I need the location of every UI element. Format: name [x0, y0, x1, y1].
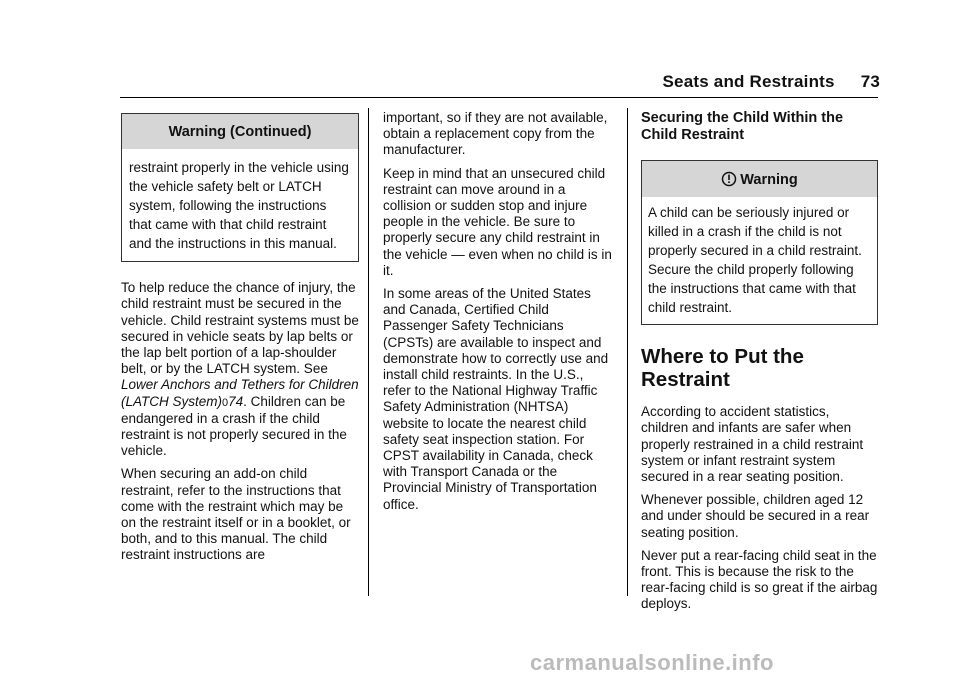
warning-continued-text: restraint properly in the vehicle using the vehicle safety belt or LATCH system, following the instructions that came with that child restraint and the instructions in this manual. — [129, 160, 349, 252]
section-title: Seats and Restraints — [662, 72, 835, 91]
column-divider-2 — [627, 108, 628, 596]
paragraph-cpst: In some areas of the United States and Canada, Certified Child Passenger Safety Technicians (CPSTs) are available to inspect and demonstrate how to correctly use and install child restraints. In the U.S., refer to the National Highway Traffic Safety Administration (NHTSA) website to locate the nearest child safety seat inspection station. For CPST availability in Canada, check with Transport Canada or the Provincial Ministry of Transportation office. — [383, 286, 609, 512]
warning-text: A child can be seriously injured or killed in a crash if the child is not properly secured in a child restraint. Secure the child properly following the instructions that came with that child restraint. — [648, 205, 862, 316]
paragraph-rear-facing: Never put a rear-facing child seat in the front. This is because the risk to the rear-facing child is so great if the airbag deploys. — [641, 547, 878, 612]
paragraph-unsecured: Keep in mind that an unsecured child restraint can move around in a collision or sudden stop and injure people in the vehicle. Be sure to properly secure any child restraint in the vehicle — even when no child is in it. — [383, 165, 612, 278]
section-heading-where: Where to Put the Restraint — [641, 345, 804, 392]
warning-icon — [721, 171, 737, 187]
warning-box — [641, 160, 878, 325]
watermark: carmanualsonline.info — [530, 650, 774, 675]
column-1 — [121, 110, 359, 571]
paragraph-important: important, so if they are not available, obtain a replacement copy from the manufacturer. — [383, 110, 608, 158]
column-divider-1 — [368, 108, 369, 596]
section-heading-securing: Securing the Child Within the Child Restraint — [641, 110, 844, 143]
warning-title: Warning — [642, 161, 877, 197]
paragraph-securing: To help reduce the chance of injury, the child restraint must be secured in the vehicle. Child restraint systems must be secured in vehicle seats by lap belts or the lap belt portion of a lap-shoulder belt, or by the LATCH system. See Lower Anchors and Tethers for Children (LATCH System)074. Children can be endangered in a crash if the child restraint is not properly secured in the vehicle. — [121, 280, 359, 459]
paragraph-add-on: When securing an add-on child restraint, refer to the instructions that come with the restraint which may be on the restraint itself or in a booklet, or both, and to this manual. The child restraint instructions are — [121, 466, 351, 563]
page-header — [663, 72, 881, 92]
paragraph-statistics: According to accident statistics, children and infants are safer when properly restrained in a child restraint system or infant restraint system secured in a rear seating position. — [641, 404, 864, 485]
latch-reference-link[interactable]: Lower Anchors and Tethers for Children (LATCH System) — [121, 377, 359, 409]
column-3 — [641, 110, 878, 620]
column-2 — [383, 110, 613, 520]
header-rule — [120, 97, 878, 98]
warning-continued-title: Warning (Continued) — [122, 114, 358, 149]
page-ref-number[interactable]: 74 — [228, 393, 244, 409]
paragraph-age: Whenever possible, children aged 12 and under should be secured in a rear seating position. — [641, 492, 870, 540]
page-number: 73 — [860, 72, 880, 91]
warning-continued-box — [121, 113, 359, 262]
page-ref-icon: 0 — [222, 396, 229, 409]
